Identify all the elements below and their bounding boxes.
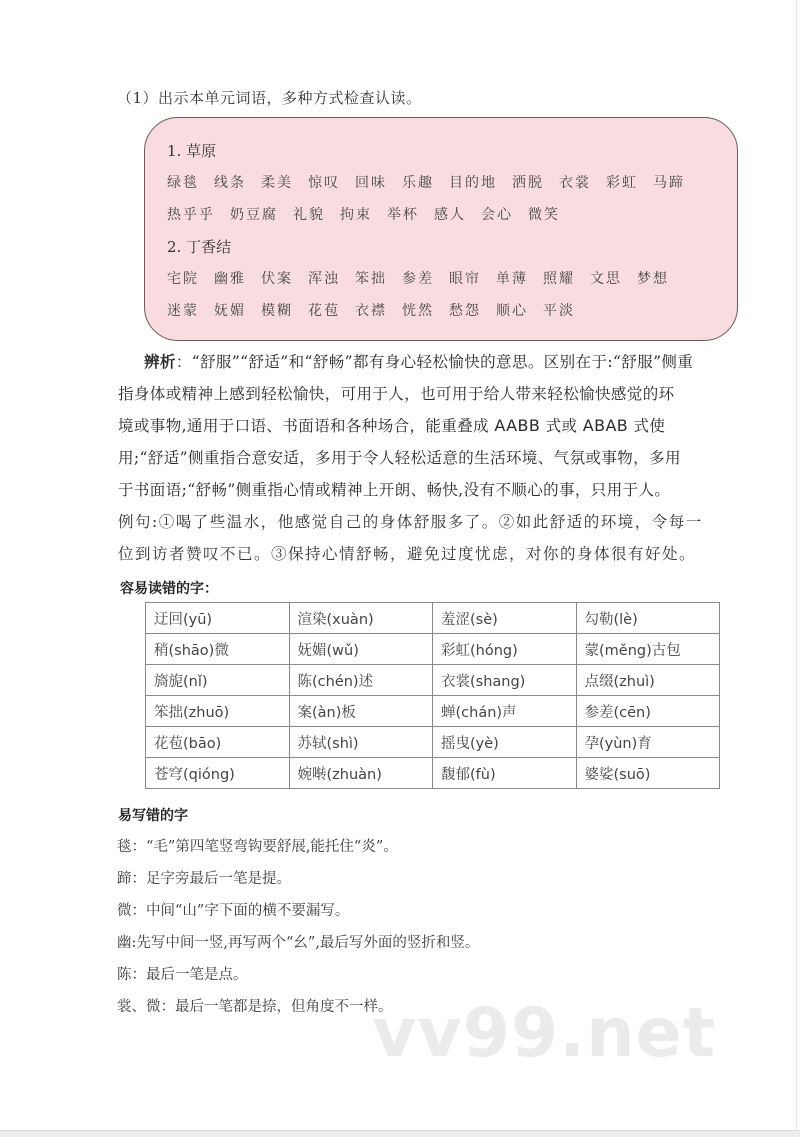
vocab-word: 会心 xyxy=(481,207,513,223)
vocab-word: 眼帘 xyxy=(449,271,481,287)
vocab-word: 奶豆腐 xyxy=(230,207,278,223)
vocab-word: 伏案 xyxy=(261,271,293,287)
vocab-word: 愁怨 xyxy=(449,303,481,319)
miswrite-item: 毯：“毛”第四笔竖弯钩要舒展,能托住“炎”。 xyxy=(117,839,398,855)
vocab-word: 惊叹 xyxy=(308,175,340,191)
vocab-word: 平淡 xyxy=(543,303,575,319)
vocab-word: 迷蒙 xyxy=(167,303,199,319)
vocab-word: 梦想 xyxy=(637,271,669,287)
vocab-word: 绿毯 xyxy=(167,175,199,191)
analysis-line: 于书面语;“舒畅”侧重指心情或精神上开朗、畅快,没有不顺心的事，只用于人。 xyxy=(118,481,671,499)
vocab-word: 模糊 xyxy=(261,303,293,319)
table-cell: 彩虹(hóng) xyxy=(433,634,577,665)
table-row xyxy=(146,696,720,727)
vocab-word: 妩媚 xyxy=(214,303,246,319)
vocabulary-box xyxy=(144,117,738,341)
watermark: vv99.net xyxy=(372,994,717,1073)
vocab-word: 笨拙 xyxy=(355,271,387,287)
table-cell: 馥郁(fù) xyxy=(433,758,577,789)
miswrite-heading: 易写错的字 xyxy=(118,808,188,824)
miswrite-item: 蹄：足字旁最后一笔是提。 xyxy=(117,871,291,887)
table-cell: 稍(shāo)微 xyxy=(146,634,290,665)
table-cell: 勾勒(lè) xyxy=(576,603,720,634)
table-cell: 孕(yùn)育 xyxy=(576,727,720,758)
table-cell: 迂回(yū) xyxy=(146,603,290,634)
vocab-word: 参差 xyxy=(402,271,434,287)
vocab-word: 恍然 xyxy=(402,303,434,319)
vocab-word: 拘束 xyxy=(340,207,372,223)
table-cell: 婉啭(zhuàn) xyxy=(289,758,433,789)
table-cell: 苍穹(qióng) xyxy=(146,758,290,789)
vocab-word: 洒脱 xyxy=(512,175,544,191)
vocab-word: 花苞 xyxy=(308,303,340,319)
table-row xyxy=(146,603,720,634)
vocab-word: 回味 xyxy=(355,175,387,191)
table-cell: 旖旎(nǐ) xyxy=(146,665,290,696)
vocab-word: 单薄 xyxy=(496,271,528,287)
analysis-line: 辨析：“舒服”“舒适”和“舒畅”都有身心轻松愉快的意思。区别在于:“舒服”侧重 xyxy=(144,352,694,371)
vocab-word: 举杯 xyxy=(387,207,419,223)
table-cell: 婆娑(suō) xyxy=(576,758,720,789)
example-sentence-line: 例句:①喝了些温水，他感觉自己的身体舒服多了。②如此舒适的环境，令每一 xyxy=(118,513,703,531)
vocab-word: 乐趣 xyxy=(402,175,434,191)
miswrite-item: 微：中间“山”字下面的横不要漏写。 xyxy=(117,903,350,919)
table-cell: 参差(cēn) xyxy=(576,696,720,727)
vocab-word: 衣裳 xyxy=(559,175,591,191)
table-row xyxy=(146,634,720,665)
vocab-word-row xyxy=(167,204,737,236)
vocab-word: 顺心 xyxy=(496,303,528,319)
analysis-line: 用;“舒适”侧重指合意安适，多用于令人轻松适意的生活环境、气氛或事物，多用 xyxy=(118,449,681,467)
vocab-word: 照耀 xyxy=(543,271,575,287)
vocab-word: 目的地 xyxy=(449,175,497,191)
page-edge xyxy=(796,0,797,1133)
vocab-word: 彩虹 xyxy=(606,175,638,191)
table-cell: 渲染(xuàn) xyxy=(289,603,433,634)
analysis-line: 境或事物,通用于口语、书面语和各种场合，能重叠成 AABB 式或 ABAB 式使 xyxy=(118,416,666,435)
intro-instruction: （1）出示本单元词语，多种方式检查认读。 xyxy=(117,89,422,107)
page-bottom-edge xyxy=(0,1130,800,1137)
table-cell: 蒙(měng)古包 xyxy=(576,634,720,665)
table-cell: 羞涩(sè) xyxy=(433,603,577,634)
vocab-section-title: 2. 丁香结 xyxy=(167,238,232,256)
misread-characters-table xyxy=(145,602,720,789)
vocab-word-row xyxy=(167,268,737,300)
table-row xyxy=(146,727,720,758)
table-cell: 摇曳(yè) xyxy=(433,727,577,758)
table-cell: 妩媚(wǔ) xyxy=(289,634,433,665)
misread-heading: 容易读错的字： xyxy=(120,581,218,597)
analysis-line: 指身体或精神上感到轻松愉快，可用于人，也可用于给人带来轻松愉快感觉的环 xyxy=(118,385,675,403)
analysis-paragraph xyxy=(118,346,703,570)
table-cell: 苏轼(shì) xyxy=(289,727,433,758)
table-cell: 笨拙(zhuō) xyxy=(146,696,290,727)
miswrite-item: 幽:先写中间一竖,再写两个“幺”,最后写外面的竖折和竖。 xyxy=(117,935,480,951)
vocab-section-title: 1. 草原 xyxy=(167,142,217,160)
vocab-word: 微笑 xyxy=(528,207,560,223)
vocab-word: 浑浊 xyxy=(308,271,340,287)
miswrite-item: 陈：最后一笔是点。 xyxy=(117,967,248,983)
miswrite-item: 裳、微：最后一笔都是捺，但角度不一样。 xyxy=(117,999,393,1015)
vocab-word-row xyxy=(167,300,737,332)
vocab-word: 线条 xyxy=(214,175,246,191)
vocab-word: 幽雅 xyxy=(214,271,246,287)
table-cell: 案(àn)板 xyxy=(289,696,433,727)
table-cell: 陈(chén)述 xyxy=(289,665,433,696)
vocab-word-row xyxy=(167,172,737,204)
vocab-word: 马蹄 xyxy=(653,175,685,191)
table-cell: 花苞(bāo) xyxy=(146,727,290,758)
example-sentence-line: 位到访者赞叹不已。③保持心情舒畅，避免过度忧虑，对你的身体很有好处。 xyxy=(118,545,697,563)
table-cell: 点缀(zhuì) xyxy=(576,665,720,696)
vocab-word: 衣襟 xyxy=(355,303,387,319)
vocab-word: 感人 xyxy=(434,207,466,223)
vocab-word: 柔美 xyxy=(261,175,293,191)
table-cell: 蝉(chán)声 xyxy=(433,696,577,727)
table-row xyxy=(146,758,720,789)
analysis-label: 辨析 xyxy=(144,352,176,371)
table-cell: 衣裳(shang) xyxy=(433,665,577,696)
table-row xyxy=(146,665,720,696)
vocab-word: 宅院 xyxy=(167,271,199,287)
vocab-word: 文思 xyxy=(590,271,622,287)
vocab-word: 热乎乎 xyxy=(167,207,215,223)
vocab-word: 礼貌 xyxy=(293,207,325,223)
